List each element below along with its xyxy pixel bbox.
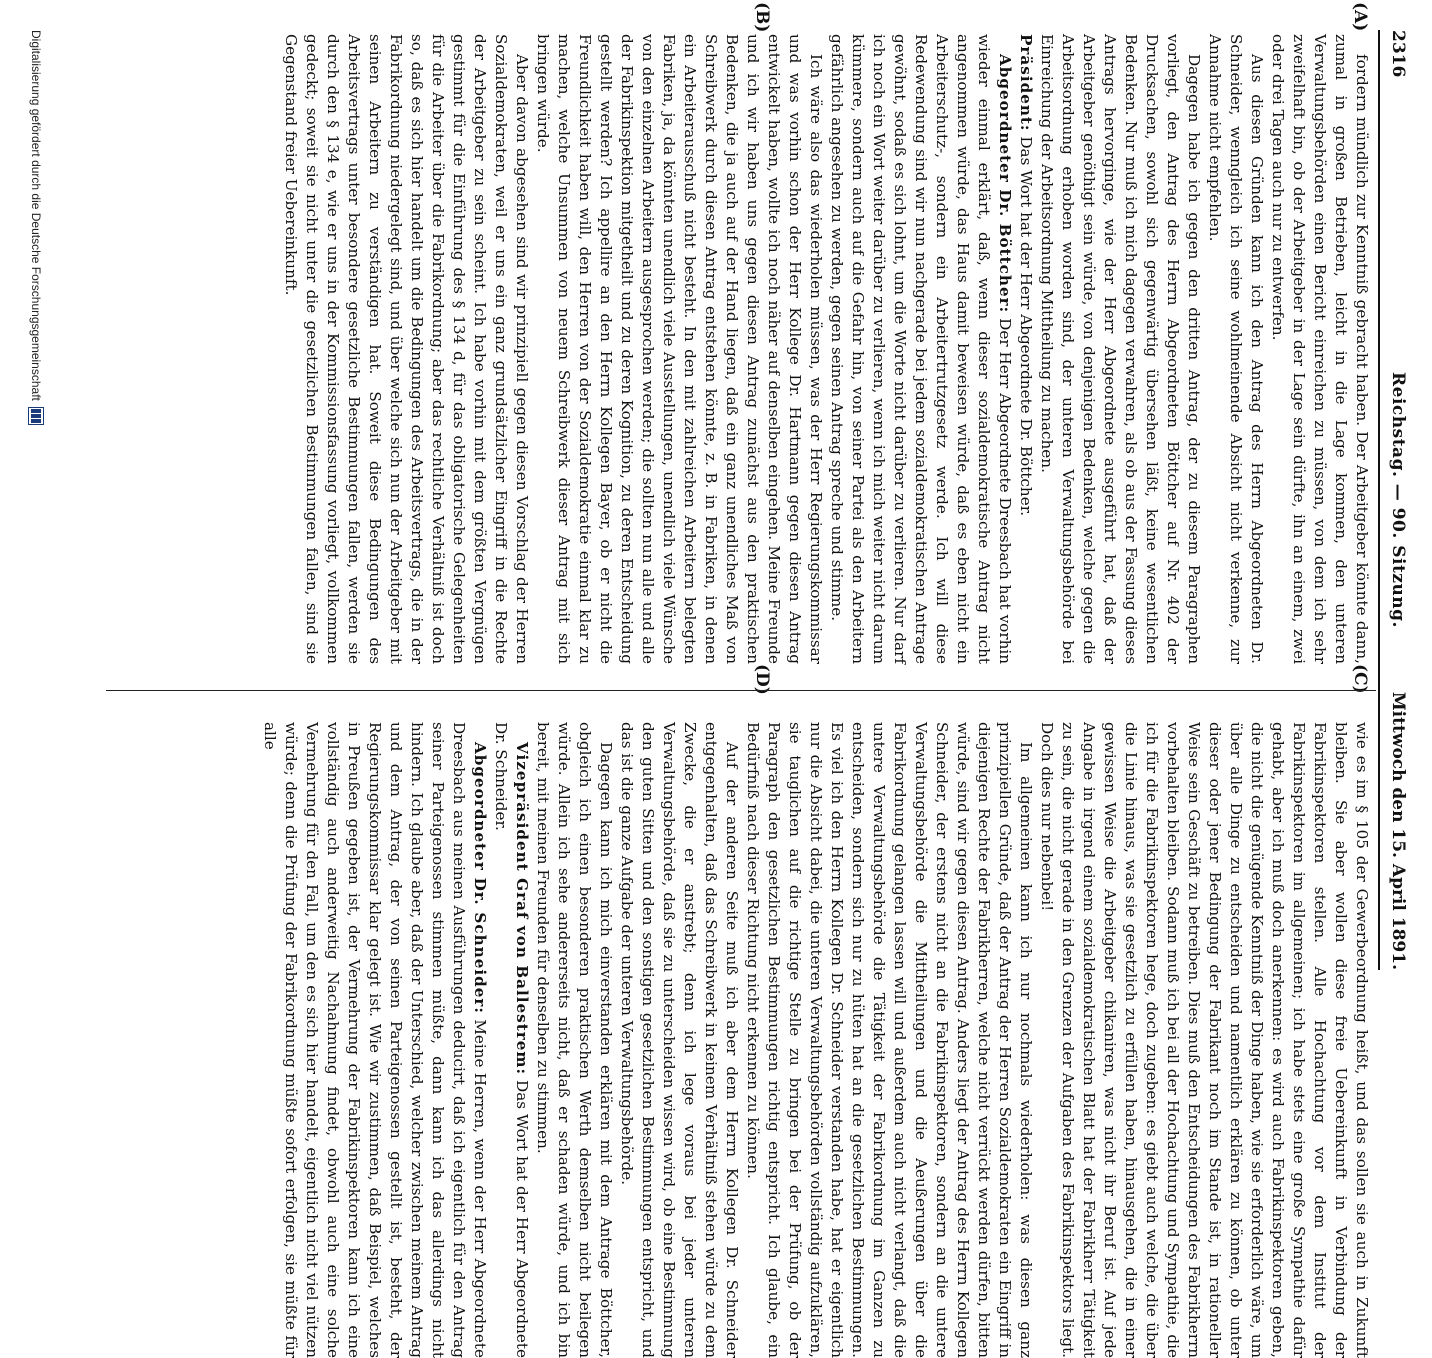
speaker-name: Vizepräsident Graf von Ballestrem: (513, 742, 531, 1076)
left-column (102, 34, 1372, 664)
paragraph: Aber davon abgesehen sind wir prinzipiell gegen diesen Vorschlag der Herren Sozialdemokraten, weil er uns ein ganz grundsätzlicher Eingriff in die Rechte der Arbeitgeber zu sein scheint. Ich habe vorhin mit dem größten Vergnügen gestimmt für die Einführung des § 134 d, für das obligatorische Gelegenheiten für die Arbeiter über die Fabrikordnung; aber das rechtliche Verhältniß ist doch so, daß es sich hier handelt um die Bedingungen des Arbeitsvertrags, die in der Fabrikordnung niedergelegt sind, und über welche sich nun der Arbeitgeber mit seinen Arbeitern zu verständigen hat. Soweit diese Bedingungen des Arbeitsvertrags unter besondere gesetzliche Bestimmungen fallen, werden sie durch den § 134 e, wie er uns in der Kommissionsfassung vorliegt, vollkommen gedeckt; soweit sie nicht unter die gesetzlichen Bestimmungen fallen, sind sie Gegenstand freier Uebereinkunft. (282, 34, 531, 664)
digitization-footer (28, 30, 44, 425)
dfg-logo-icon (28, 407, 44, 425)
speaker-text: Das Wort hat der Herr Abgeordnete Dr. Böttcher. (1017, 136, 1035, 517)
paragraph: Aus diesen Gründen kann ich den Antrag des Herrn Abgeordneten Dr. Schneider, wenngleich ich seine wohlmeinende Absicht nicht verkenne, zur Annahme nicht empfehlen. (1206, 34, 1266, 664)
paragraph: wie es im § 105 der Gewerbeordnung heißt, und das sollen sie auch in Zukunft bleiben. Sie aber wollen diese freie Uebereinkunft in Verbindung der Fabrikinspektoren stellen. Alle Hochachtung vor dem Institut der Fabrikinspektoren im allgemeinen; ich habe stets eine große Sympathie dafür gehabt, aber ich muß doch anerkennen: es wird auch Fabrikinspektoren geben, die nicht die genügende Kenntniß der Dinge haben, wie sie erforderlich wäre, um über alle Dinge zu entscheiden und namentlich erklären zu können, ob unter dieser oder jener Bedingung der Fabrikant noch im Stande ist, in rationeller Weise sein Geschäft zu betreiben. Dies muß den Entscheidungen des Fabrikherrn vorbehalten bleiben. Sodann muß ich bei all der Hochachtung und Sympathie, die ich für die Fabrikinspektoren hege, doch zugeben: es giebt auch welche, die über die Linie hinaus, was sie gesetzlich zu erfüllen haben, hinausgehen, die in einer gewissen Weise die Arbeitgeber chikaniren, was nicht ihr Beruf ist. Auf jede Angabe in irgend einem sozialdemokratischen Blatt hat der Fabrikherr Tätigkeit zu sein, die nicht gerade in den Grenzen der Aufgaben des Fabrikinspektors liegt. Doch dies nur nebenbei! (1038, 722, 1371, 1358)
margin-marker-b: (B) (752, 2, 772, 33)
speaker-text: Der Herr Abgeordnete Dreesbach hat vorhin wieder einmal erklärt, daß, wenn dieser sozialdemokratische Antrag nicht angenommen würde, das Haus damit beweisen würde, daß es eben nicht ein Arbeiterschutz-, sondern ein Arbeitertrutzgesetz werde. Ich will diese Redewendung sind wir nun nachgerade bei jedem sozialdemokratischen Antrage gewöhnt, sodaß es sich lohnt, um die Worte nicht darüber zu verlieren. Nur darf ich noch ein Wort weiter darüber zu verlieren, wenn ich mich weiter nicht darum kümmere, sondern auch auf die Gefahr hin, von seiner Partei als den Arbeitern gefährlich angesehen zu werden, gegen seinen Antrag spreche und stimme. (828, 34, 1014, 664)
header-date: Mittwoch den 15. April 1891. (1388, 691, 1408, 970)
right-column (102, 722, 1372, 1358)
speaker-text: Das Wort hat der Herr Abgeordnete Dr. Schneider. (492, 722, 531, 1358)
paragraph: Auf der anderen Seite muß ich aber dem Herrn Kollegen Dr. Schneider entgegenhalten, daß das Schreibwerk in keinem Verhältniß stehen würde zu dem Zwecke, die er anstrebt; denn ich lege voraus bei jeder unteren Verwaltungsbehörde, daß sie zu unterscheiden wissen wird, ob eine Bestimmung den guten Sitten und den sonstigen gesetzlichen Bestimmungen entspricht, und das ist die ganze Aufgabe der unteren Verwaltungsbehörde. (618, 722, 741, 1358)
paragraph: Dagegen habe ich gegen den dritten Antrag, der zu diesem Paragraphen vorliegt, den Antrag des Herrn Abgeordneten Böttcher auf Nr. 402 der Drucksachen, sowohl sich gegenwärtig übersehen läßt, keine wesentlichen Bedenken. Nur muß ich mich dagegen verwahren, als ob aus der Fassung dieses Antrags hervorginge, wie der Herr Abgeordnete ausgeführt hat, daß der Arbeitgeber genöthigt sein würde, von denjenigen Bedenken, welche gegen die Arbeitsordnung erhoben worden sind, der unteren Verwaltungsbehörde bei Einreichung der Arbeitsordnung Mittheilung zu machen. (1038, 34, 1203, 664)
margin-marker-d: (D) (752, 664, 772, 695)
column-divider (106, 690, 1376, 691)
speaker-name: Abgeordneter Dr. Böttcher: (996, 54, 1014, 314)
paragraph: Ich wäre also das wiederholen müssen, was der Herr Regierungskommissar und was vorhin schon der Herr Kollege Dr. Hartmann gegen diesen Antrag entwickelt haben, wollte ich noch näher auf denselben eingehen. Meine Freunde und ich wir haben uns gegen diesen Antrag zunächst aus den praktischen Bedenken, die ja auch auf der Hand liegen, daß ein ganz unendliches Maß von Schreibwerk durch diesen Antrag entstehen könnte, z. B. in Fabriken, in denen ein Arbeiterausschuß nicht besteht. In den mit zahlreichen Arbeitern belegten Fabriken, ja, da könnten unendlich viele Ausstellungen, unendlich viele Wünsche von den einzelnen Arbeitern ausgesprochen werden; die sollten nun alle und alle der Fabrikinspektion mitgetheilt und zu deren Kognition, zu deren Entscheidung gestellt werden? Ich appellire an den Herrn Kollegen Bayer, ob er nicht die Freundlichkeit haben will, den Herren von der Sozialdemokratie einmal klar zu machen, welche Unsummen von neuem Schreibwerk dieser Antrag mit sich bringen würde. (534, 34, 825, 664)
page-number: 2316 (1388, 30, 1408, 78)
margin-marker-a: (A) (1350, 2, 1370, 32)
footer-text: Digitalisierung gefördert durch die Deutsche Forschungsgemeinschaft (29, 30, 43, 401)
page-header (1378, 30, 1414, 970)
speaker-name: Präsident: (1017, 34, 1035, 132)
speaker-text: Meine Herren, wenn der Herr Abgeordnete Dreesbach aus meinen Ausführungen deducirt, daß ich eigentlich für den Antrag seiner Parteigenossen stimmen müßte, dann kann ich das allerdings nicht hindern. Ich glaube aber, daß der Unterschied, welcher zwischen meinem Antrag und dem Antrag, der von seinen Parteigenossen gestellt ist, besteht, der Regierungskommissar klar gelegt ist. Wie wir zustimmen, daß Beispiel, welches in Preußen gegeben ist, der Vermehrung der Fabrikinspektoren kann ich eine vollständig auch anderweitig Nachahmung findet, obwohl auch eine solche Vermehrung für den Fall, um den es sich hier handelt, eigentlich nicht viel nützen würde; denn die Prüfung der Fabrikordnung müßte sofort erfolgen, sie müßte für alle (261, 722, 489, 1358)
speaker-name: Abgeordneter Dr. Schneider: (471, 742, 489, 1015)
speaker-paragraph (1015, 34, 1036, 664)
paragraph: Im allgemeinen kann ich nur nochmals wiederholen: was diesen ganz prinzipiellen Gründe, daß der Antrag der Herren Sozialdemokraten ein Eingriff in diejenigen Rechte der Fabrikherren, welche nicht verrückt werden dürfen, bitten würde, sind wir gegen diesen Antrag. Anders liegt der Antrag des Herrn Kollegen Schneider, der erstens nicht an die Fabrikinspektoren, sondern an die untere Verwaltungsbehörde die Mittheilungen und die Aeußerungen über die Fabrikordnung gelangen lassen will und außerdem auch nicht verlangt, daß die untere Verwaltungsbehörde die Tätigkeit der Fabrikordnung im Ganzen zu entscheiden, sondern sich nur zu hüten hat an die gesetzlichen Bestimmungen. Es viel ich den Herrn Kollegen Dr. Schneider verstanden habe, hat er eigentlich nur die Absicht dabei, die unteren Verwaltungsbehörden vollständig aufzuklären, sie tauglichen auf die richtige Stelle zu bringen bei der Prüfung, ob der Paragraph den gesetzlichen Bestimmungen richtig entspricht. Ich glaube, ein Bedürfniß nach dieser Richtung nicht erkennen zu können. (744, 722, 1035, 1358)
speaker-paragraph (826, 34, 1015, 664)
speaker-paragraph (490, 722, 532, 1358)
header-title: Reichstag. — 90. Sitzung. (1388, 372, 1408, 628)
paragraph: fordern mündlich zur Kenntniß gebracht haben. Der Arbeitgeber könnte dann, zumal in großen Betrieben, leicht in die Lage kommen, den unteren Verwaltungsbehörden einen Bericht einreichen zu müssen, von dem ich sehr zweifelhaft bin, ob der Arbeitgeber in der Lage sein dürfte, ihn an einem, zwei oder drei Tagen auch nur zu entwerfen. (1269, 34, 1371, 664)
speaker-paragraph (259, 722, 490, 1358)
margin-marker-c: (C) (1350, 664, 1370, 694)
paragraph: Dagegen kann ich mich einverstanden erklären mit dem Antrage Böttcher, obgleich ich einen besonderen praktischen Werth demselben nicht beilegen würde. Allein ich sehe andererseits nicht, daß er schaden würde, und ich bin bereit, mit meinen Freunden für denselben zu stimmen. (534, 722, 615, 1358)
